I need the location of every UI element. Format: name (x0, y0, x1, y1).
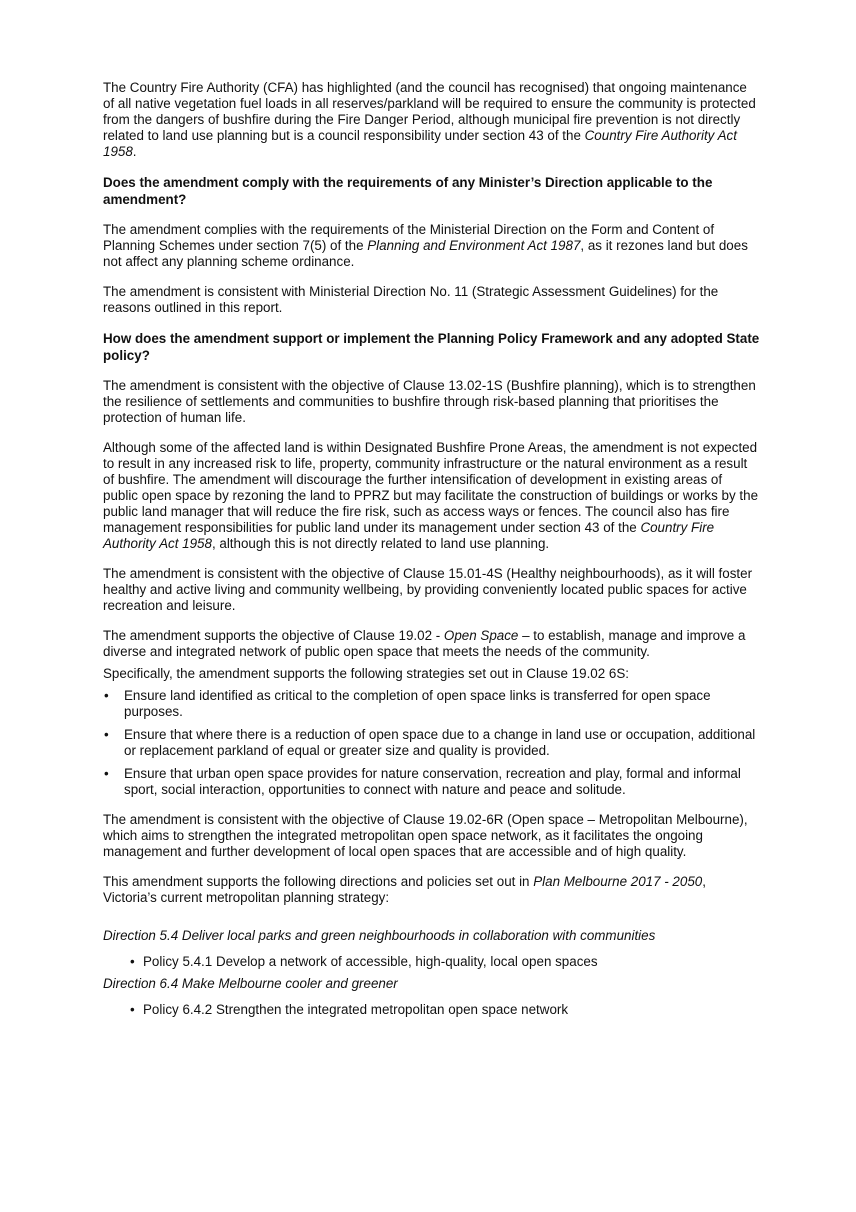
list-item: • Ensure that where there is a reduction of open space due to a change in land use or occupation, additional or replacement parkland of equal or greater size and quality is provided. (103, 727, 760, 759)
policy-list (103, 1002, 760, 1018)
list-item: • Policy 5.4.1 Develop a network of accessible, high-quality, local open spaces (103, 954, 760, 970)
policy-list (103, 954, 760, 970)
paragraph-clause-13-02: The amendment is consistent with the objective of Clause 13.02-1S (Bushfire planning), which is to strengthen the resilience of settlements and communities to bushfire through risk-based planning that prioritises the protection of human life. (103, 378, 756, 425)
paragraph-cfa: The Country Fire Authority (CFA) has highlighted (and the council has recognised) that ongoing maintenance of all native vegetation fuel loads in all reserves/parkland will be required to ensure the community is protected from the dangers of bushfire during the Fire Danger Period, although municipal fire prevention is not directly related to land use planning but is a council responsibility under section 43 of the Country Fire Authority Act 1958. (103, 80, 756, 159)
paragraph-specifically: Specifically, the amendment supports the following strategies set out in Clause 19.02 6S: (103, 666, 630, 681)
list-item: • Ensure land identified as critical to the completion of open space links is transferred for open space purposes. (103, 688, 760, 720)
list-item: • Ensure that urban open space provides for nature conservation, recreation and play, formal and informal sport, social interaction, opportunities to connect with nature and peace and solitude. (103, 766, 760, 798)
heading-planning-policy-framework: How does the amendment support or implement the Planning Policy Framework and any adopted State policy? (103, 331, 760, 363)
act-title: Planning and Environment Act 1987 (367, 238, 581, 253)
direction-6-4: Direction 6.4 Make Melbourne cooler and greener (103, 976, 398, 991)
act-title: Country Fire Authority Act 1958 (103, 128, 737, 159)
paragraph-clause-19-02: The amendment supports the objective of Clause 19.02 - Open Space – to establish, manage and improve a diverse and integrated network of public open space that meets the needs of the community. (103, 628, 746, 659)
paragraph-clause-19-02-6r: The amendment is consistent with the objective of Clause 19.02-6R (Open space – Metropolitan Melbourne), which aims to strengthen the integrated metropolitan open space network, as it facilitates the ongoing management and further development of local open spaces that are accessible and of high quality. (103, 812, 748, 859)
act-title: Country Fire Authority Act 1958 (103, 520, 715, 551)
strategy-list (103, 688, 760, 798)
heading-ministers-direction: Does the amendment comply with the requirements of any Minister’s Direction applicable to the amendment? (103, 175, 713, 207)
paragraph-clause-15-01: The amendment is consistent with the objective of Clause 15.01-4S (Healthy neighbourhoods), as it will foster healthy and active living and community wellbeing, by providing conveniently located public spaces for active recreation and leisure. (103, 566, 753, 613)
list-item: • Policy 6.4.2 Strengthen the integrated metropolitan open space network (103, 1002, 760, 1018)
direction-5-4: Direction 5.4 Deliver local parks and green neighbourhoods in collaboration with communities (103, 928, 656, 943)
paragraph-ministerial-direction: The amendment complies with the requirements of the Ministerial Direction on the Form and Content of Planning Schemes under section 7(5) of the Planning and Environment Act 1987, as it rezones land but does not affect any planning scheme ordinance. (103, 222, 748, 269)
paragraph-plan-melbourne: This amendment supports the following directions and policies set out in Plan Melbourne 2017 - 2050, Victoria’s current metropolitan planning strategy: (103, 874, 706, 905)
paragraph-direction-11: The amendment is consistent with Ministerial Direction No. 11 (Strategic Assessment Guidelines) for the reasons outlined in this report. (103, 284, 719, 315)
paragraph-bushfire-prone-areas: Although some of the affected land is within Designated Bushfire Prone Areas, the amendment is not expected to result in any increased risk to life, property, community infrastructure or the natural environment as a result of bushfire. The amendment will discourage the further intensification of development in existing areas of public open space by rezoning the land to PPRZ but may facilitate the construction of buildings or works by the public land manager that will reduce the fire risk, such as access ways or fences. The council also has fire management responsibilities for public land under its management under section 43 of the Country Fire Authority Act 1958, although this is not directly related to land use planning. (103, 440, 759, 551)
